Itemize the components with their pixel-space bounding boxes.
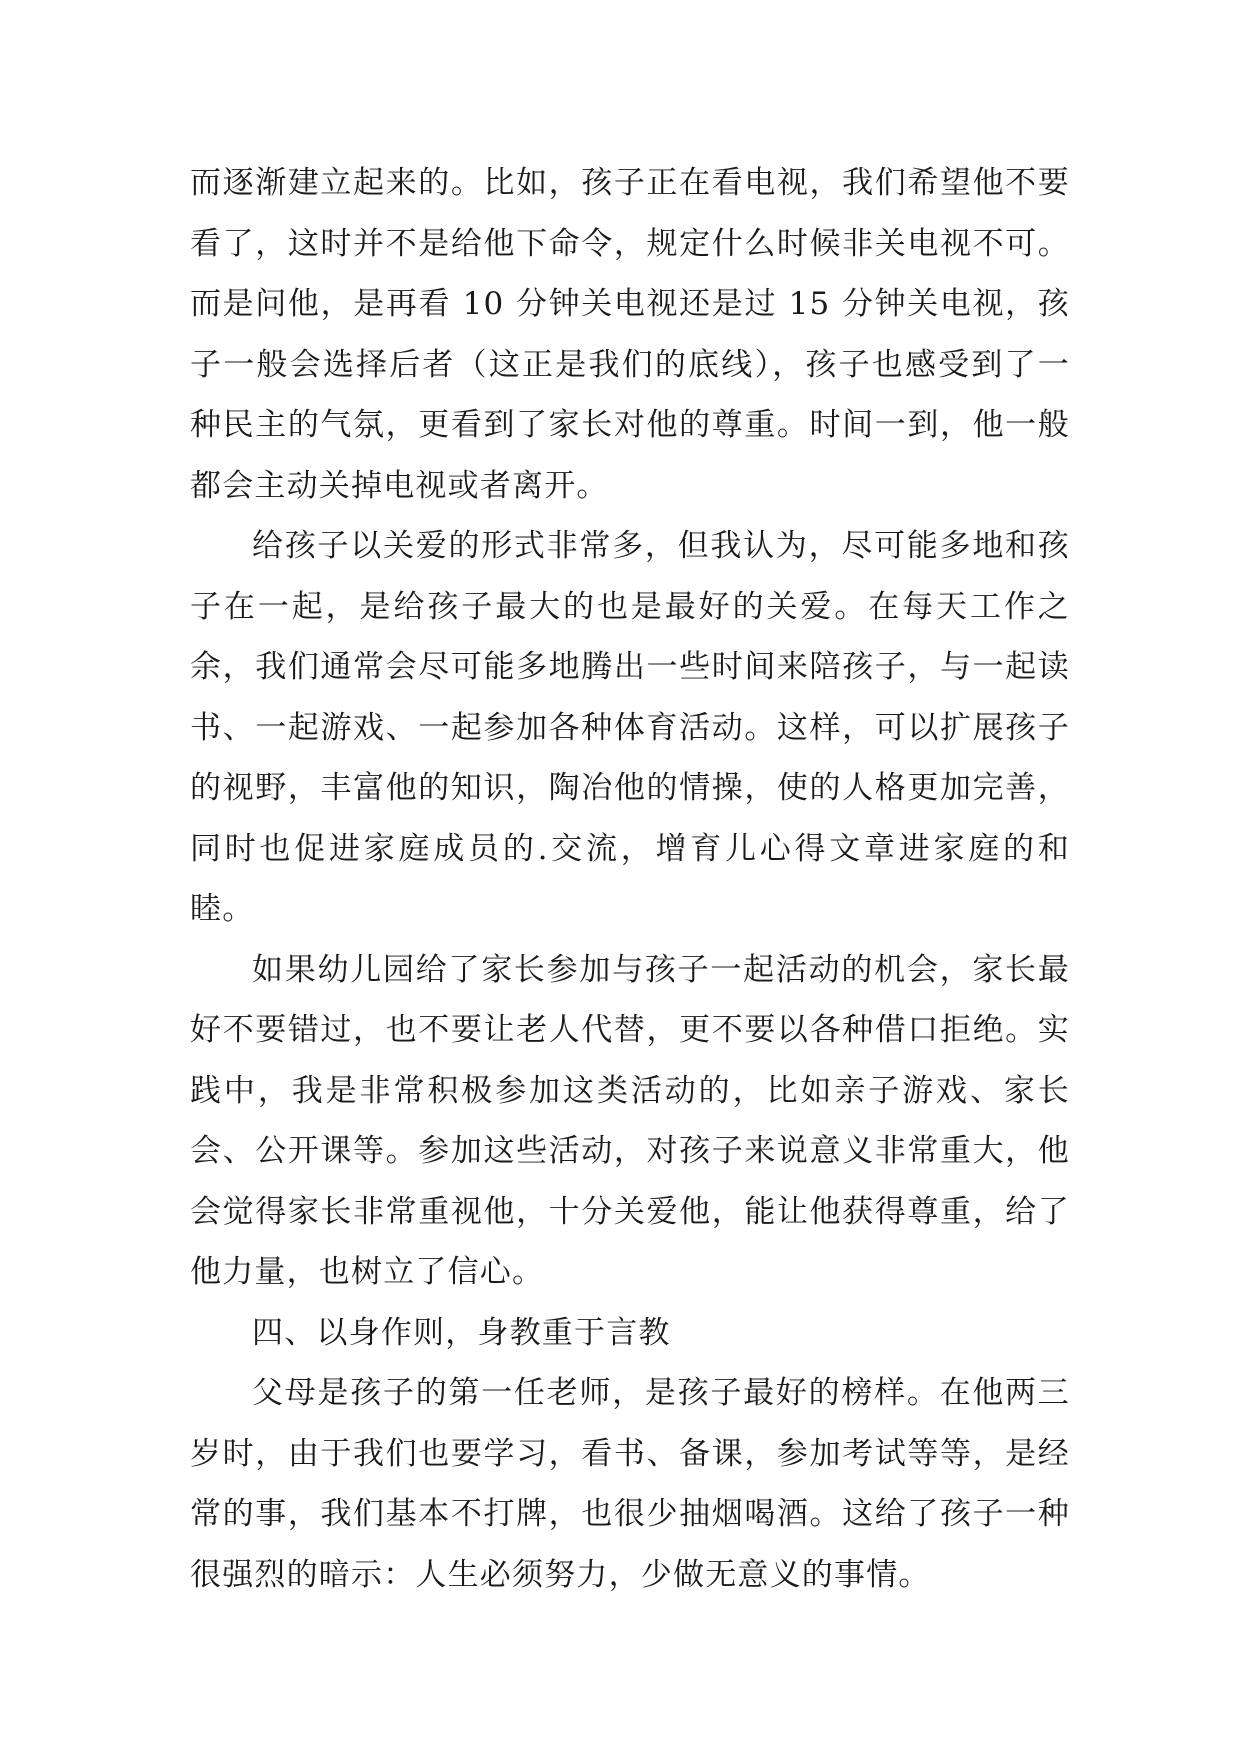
document-body: [190, 153, 1070, 1605]
paragraph-continuation: 而逐渐建立起来的。比如，孩子正在看电视，我们希望他不要看了，这时并不是给他下命令，规定什么时候非关电视不可。而是问他，是再看 10 分钟关电视还是过 15 分钟关电视，孩子一般会选择后者（这正是我们的底线），孩子也感受到了一种民主的气氛，更看到了家长对他的尊重。时间一到，他一般都会主动关掉电视或者离开。: [190, 165, 1070, 504]
paragraph-kindergarten: 如果幼儿园给了家长参加与孩子一起活动的机会，家长最好不要错过，也不要让老人代替，更不要以各种借口拒绝。实践中，我是非常积极参加这类活动的，比如亲子游戏、家长会、公开课等。参加这些活动，对孩子来说意义非常重大，他会觉得家长非常重视他，十分关爱他，能让他获得尊重，给了他力量，也树立了信心。: [190, 951, 1070, 1290]
paragraph-care: 给孩子以关爱的形式非常多，但我认为，尽可能多地和孩子在一起，是给孩子最大的也是最好的关爱。在每天工作之余，我们通常会尽可能多地腾出一些时间来陪孩子，与一起读书、一起游戏、一起参加各种体育活动。这样，可以扩展孩子的视野，丰富他的知识，陶冶他的情操，使的人格更加完善，同时也促进家庭成员的.交流，增育儿心得文章进家庭的和睦。: [190, 528, 1070, 927]
paragraph-role-model: 父母是孩子的第一任老师，是孩子最好的榜样。在他两三岁时，由于我们也要学习，看书、备课，参加考试等等，是经常的事，我们基本不打牌，也很少抽烟喝酒。这给了孩子一种很强烈的暗示：人生必须努力，少做无意义的事情。: [190, 1375, 1070, 1593]
section-heading: 四、以身作则，身教重于言教: [252, 1314, 671, 1351]
